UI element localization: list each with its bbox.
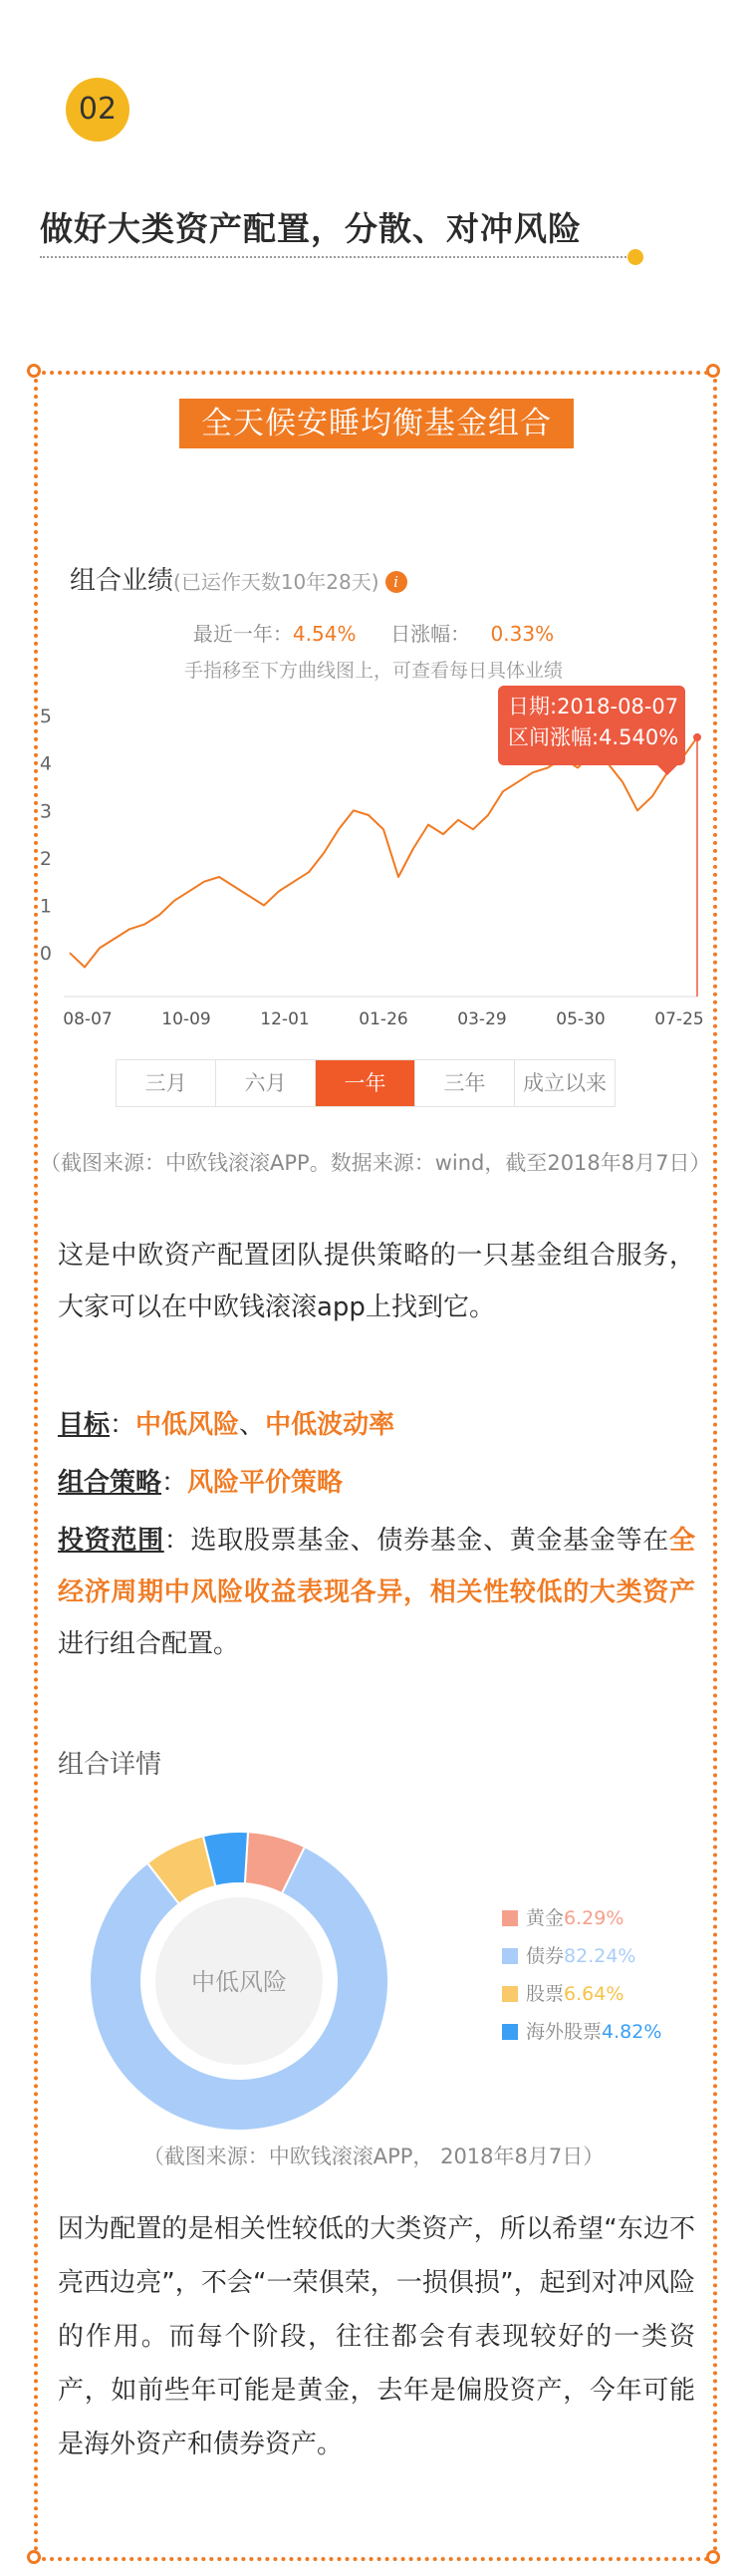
legend-name: 股票 bbox=[526, 1983, 565, 2005]
y-tick-label: 5 bbox=[39, 706, 52, 727]
tab-3-years[interactable]: 三年 bbox=[415, 1060, 515, 1106]
allocation-legend bbox=[502, 1899, 661, 2051]
x-tick-label: 05-30 bbox=[556, 1009, 606, 1029]
legend-item-overseas-stock bbox=[502, 2013, 661, 2051]
performance-title-text: 组合业绩 bbox=[70, 566, 174, 596]
tooltip-date: 日期:2018-08-07 bbox=[508, 695, 679, 718]
strategy-label: 组合策略 bbox=[58, 1468, 162, 1498]
scope-text-2: 进行组合配置。 bbox=[58, 1629, 240, 1659]
performance-stats bbox=[0, 618, 747, 647]
allocation-donut-chart[interactable] bbox=[80, 1822, 398, 2141]
legend-value: 4.82% bbox=[602, 2021, 662, 2043]
scope-highlight: 全经济周期中风险收益表现各异，相关性较低的大类资产 bbox=[58, 1526, 695, 1607]
frame-corner-dot bbox=[706, 364, 720, 378]
intro-paragraph: 这是中欧资产配置团队提供策略的一只基金组合服务，大家可以在中欧钱滚滚app上找到它。 bbox=[58, 1241, 695, 1322]
daily-change-value: 0.33% bbox=[490, 622, 555, 646]
heading-divider-dot bbox=[627, 249, 643, 265]
strategy-value: 风险平价策略 bbox=[187, 1468, 344, 1498]
period-tabs bbox=[116, 1059, 616, 1107]
closing-paragraph: 因为配置的是相关性较低的大类资产，所以希望“东边不亮西边亮”，不会“一荣俱荣，一损俱损”，起到对冲风险的作用。而每个阶段，往往都会有表现较好的一类资产，如前些年可能是黄金，去年是偏股资产，今年可能是海外资产和债券资产。 bbox=[58, 2214, 695, 2459]
strategy-line bbox=[58, 1457, 695, 1509]
legend-name: 债券 bbox=[526, 1945, 565, 1967]
performance-title bbox=[70, 560, 407, 597]
y-tick-label: 0 bbox=[39, 943, 52, 966]
legend-item-stock bbox=[502, 1975, 661, 2013]
section-heading: 做好大类资产配置，分散、对冲风险 bbox=[40, 209, 582, 248]
heading-divider bbox=[40, 256, 633, 258]
y-tick-label: 4 bbox=[39, 752, 52, 775]
x-tick-label: 12-01 bbox=[260, 1009, 310, 1029]
series-line bbox=[70, 737, 697, 968]
legend-swatch bbox=[502, 2024, 518, 2040]
y-tick-label: 2 bbox=[39, 847, 52, 870]
x-tick-label: 10-09 bbox=[161, 1009, 211, 1029]
goal-line bbox=[58, 1399, 695, 1451]
running-days: (已运作天数10年28天) bbox=[173, 570, 379, 594]
strategy-colon: ： bbox=[161, 1468, 188, 1498]
chart-tooltip bbox=[498, 686, 685, 765]
legend-swatch bbox=[502, 1948, 518, 1964]
frame-corner-dot bbox=[27, 2550, 41, 2564]
y-tick-label: 1 bbox=[39, 895, 52, 918]
scope-label: 投资范围 bbox=[58, 1526, 164, 1556]
scope-paragraph bbox=[58, 1515, 695, 1670]
tab-since-inception[interactable]: 成立以来 bbox=[515, 1060, 615, 1106]
legend-value: 6.64% bbox=[564, 1983, 624, 2005]
y-tick-label: 3 bbox=[39, 800, 52, 823]
legend-item-bond bbox=[502, 1937, 661, 1975]
legend-swatch bbox=[502, 1986, 518, 2002]
daily-change-label: 日涨幅： bbox=[390, 622, 471, 646]
cursor-point bbox=[693, 733, 701, 741]
goal-value-2: 中低波动率 bbox=[265, 1410, 395, 1440]
donut-center-label: 中低风险 bbox=[191, 1968, 287, 1996]
x-tick-label: 01-26 bbox=[359, 1009, 408, 1029]
recent-year-value: 4.54% bbox=[292, 622, 357, 646]
chart-hint: 手指移至下方曲线图上，可查看每日具体业绩 bbox=[183, 660, 563, 682]
scope-text-1: ：选取股票基金、债券基金、黄金基金等在 bbox=[163, 1526, 669, 1556]
portfolio-title-banner: 全天候安睡均衡基金组合 bbox=[179, 399, 574, 448]
legend-name: 海外股票 bbox=[526, 2021, 603, 2043]
section-number-badge: 02 bbox=[66, 78, 129, 142]
legend-value: 82.24% bbox=[564, 1945, 636, 1967]
frame-corner-dot bbox=[27, 364, 41, 378]
legend-swatch bbox=[502, 1910, 518, 1926]
tab-1-year[interactable]: 一年 bbox=[316, 1060, 415, 1106]
legend-name: 黄金 bbox=[526, 1907, 565, 1929]
x-tick-label: 07-25 bbox=[654, 1009, 704, 1029]
goal-sep: 、 bbox=[239, 1410, 266, 1440]
goal-value-1: 中低风险 bbox=[135, 1410, 240, 1440]
frame-corner-dot bbox=[706, 2550, 720, 2564]
legend-item-gold bbox=[502, 1899, 661, 1937]
tooltip-arrow bbox=[657, 765, 677, 775]
info-icon[interactable]: i bbox=[385, 571, 407, 593]
donut-source-caption: （截图来源：中欧钱滚滚APP， 2018年8月7日） bbox=[142, 2145, 605, 2168]
recent-year-label: 最近一年： bbox=[192, 622, 293, 646]
goal-colon: ： bbox=[110, 1410, 136, 1440]
tooltip-change: 区间涨幅:4.540% bbox=[508, 725, 679, 749]
tab-3-months[interactable]: 三月 bbox=[117, 1060, 216, 1106]
x-tick-label: 08-07 bbox=[63, 1009, 113, 1029]
x-tick-label: 03-29 bbox=[457, 1009, 507, 1029]
details-title: 组合详情 bbox=[58, 1750, 162, 1780]
legend-value: 6.29% bbox=[564, 1907, 624, 1929]
goal-label: 目标 bbox=[58, 1410, 111, 1440]
chart-source-caption: （截图来源：中欧钱滚滚APP。数据来源：wind，截至2018年8月7日） bbox=[40, 1151, 711, 1175]
tab-6-months[interactable]: 六月 bbox=[216, 1060, 316, 1106]
